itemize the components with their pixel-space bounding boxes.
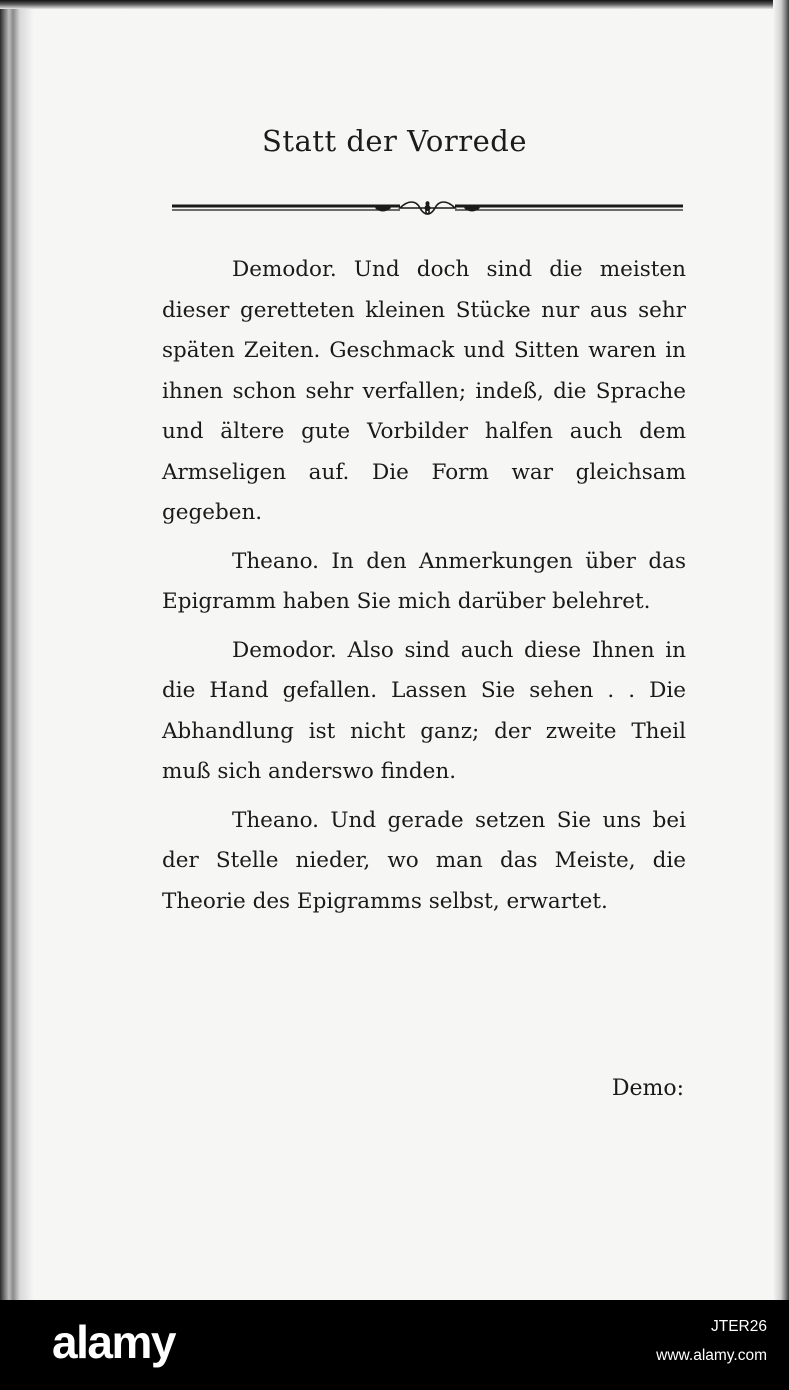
paragraph-theano-1: Theano. In den Anmerkungen über das Epigramm haben Sie mich darüber belehret.	[162, 548, 686, 614]
stock-site: www.alamy.com	[656, 1347, 767, 1364]
body-text	[162, 250, 686, 930]
watermark-bar	[0, 1300, 789, 1390]
paragraph-demodor-2: Demodor. Also sind auch diese Ihnen in die Hand gefallen. Lassen Sie sehen . . Die Abhandlung ist nicht ganz; der zweite Theil muß sich anderswo finden.	[162, 637, 686, 784]
stock-meta	[656, 1312, 767, 1370]
stock-logo: alamy	[52, 1316, 175, 1368]
paragraph-theano-2: Theano. Und gerade setzen Sie uns bei der Stelle nieder, wo man das Meiste, die Theorie des Epigramms selbst, erwartet.	[162, 807, 686, 914]
ornament-rule	[170, 196, 685, 220]
image-id: JTER26	[711, 1318, 767, 1335]
catchword: Demo:	[611, 1076, 684, 1101]
paragraph-demodor-1: Demodor. Und doch sind die meisten dieser geretteten kleinen Stücke nur aus sehr späten Zeiten. Geschmack und Sitten waren in ihnen schon sehr verfallen; indeß, die Sprache und ältere gute Vorbilder halfen auch dem Armseligen auf. Die Form war gleichsam gegeben.	[162, 257, 686, 525]
page-top-edge	[0, 0, 789, 9]
running-head: Statt der Vorrede	[262, 124, 527, 158]
